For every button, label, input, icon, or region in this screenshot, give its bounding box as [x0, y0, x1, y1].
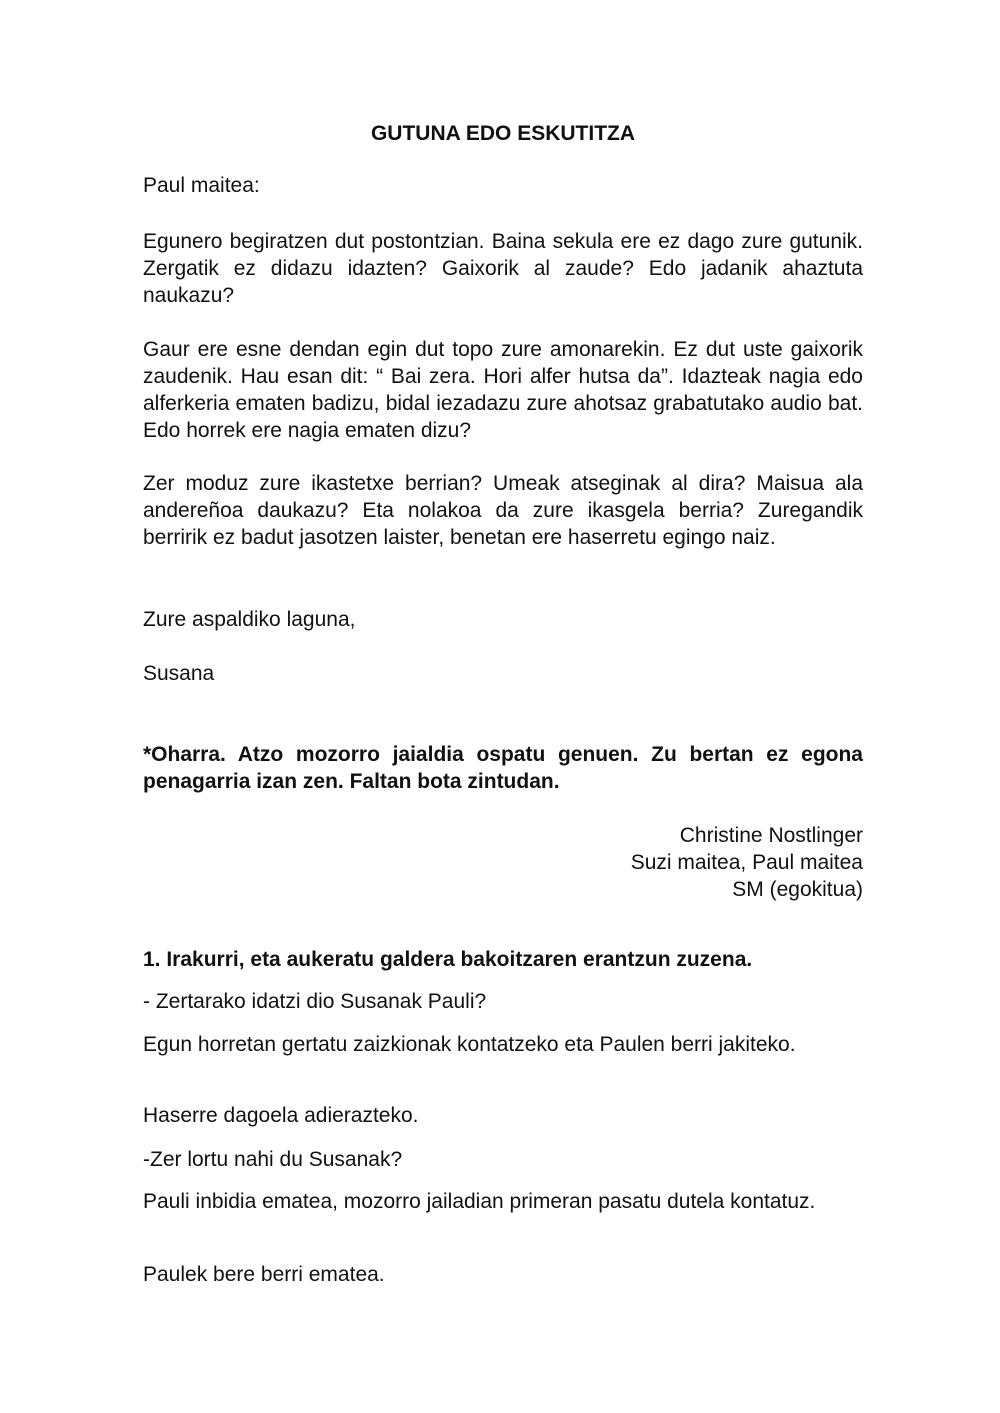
source-publisher: SM (egokitua) — [732, 878, 863, 901]
letter-signature: Susana — [143, 662, 215, 685]
question-2-option-2[interactable]: Paulek bere berri ematea. — [143, 1263, 385, 1286]
letter-paragraph-3: Zer moduz zure ikastetxe berrian? Umeak atseginak al dira? Maisua ala andereñoa daukazu? Eta nolakoa da zure ikasgela berria? Zuregandik berririk ez badut jasotzen laister, benetan ere haserretu egingo naiz. — [143, 472, 863, 549]
letter-note: *Oharra. Atzo mozorro jaialdia ospatu genuen. Zu bertan ez egona penagarria izan zen. Faltan bota zintudan. — [143, 743, 863, 793]
source-author: Christine Nostlinger — [679, 824, 863, 847]
source-citation — [143, 822, 863, 903]
letter-paragraph-2: Gaur ere esne dendan egin dut topo zure amonarekin. Ez dut uste gaixorik zaudenik. Hau esan dit: “ Bai zera. Hori alfer hutsa da”. Idazteak nagia edo alferkeria ematen badizu, bidal iezadazu zure ahotsaz grabatutako audio bat. Edo horrek ere nagia ematen dizu? — [143, 338, 863, 442]
question-2-option-1[interactable]: Pauli inbidia ematea, mozorro jailadian primeran pasatu dutela kontatuz. — [143, 1190, 816, 1213]
page-title: GUTUNA EDO ESKUTITZA — [370, 122, 636, 145]
question-1-option-2[interactable]: Haserre dagoela adierazteko. — [143, 1104, 419, 1127]
letter-greeting: Paul maitea: — [143, 174, 260, 197]
question-1-option-1[interactable]: Egun horretan gertatu zaizkionak kontatzeko eta Paulen berri jakiteko. — [143, 1033, 796, 1056]
exercise-heading: 1. Irakurri, eta aukeratu galdera bakoitzaren erantzun zuzena. — [143, 948, 753, 971]
question-2: -Zer lortu nahi du Susanak? — [143, 1148, 403, 1171]
source-book: Suzi maitea, Paul maitea — [630, 851, 863, 874]
question-1: - Zertarako idatzi dio Susanak Pauli? — [143, 990, 487, 1013]
letter-paragraph-1: Egunero begiratzen dut postontzian. Baina sekula ere ez dago zure gutunik. Zergatik ez didazu idazten? Gaixorik al zaude? Edo jadanik ahaztuta naukazu? — [143, 230, 863, 307]
letter-closing: Zure aspaldiko laguna, — [143, 608, 356, 631]
